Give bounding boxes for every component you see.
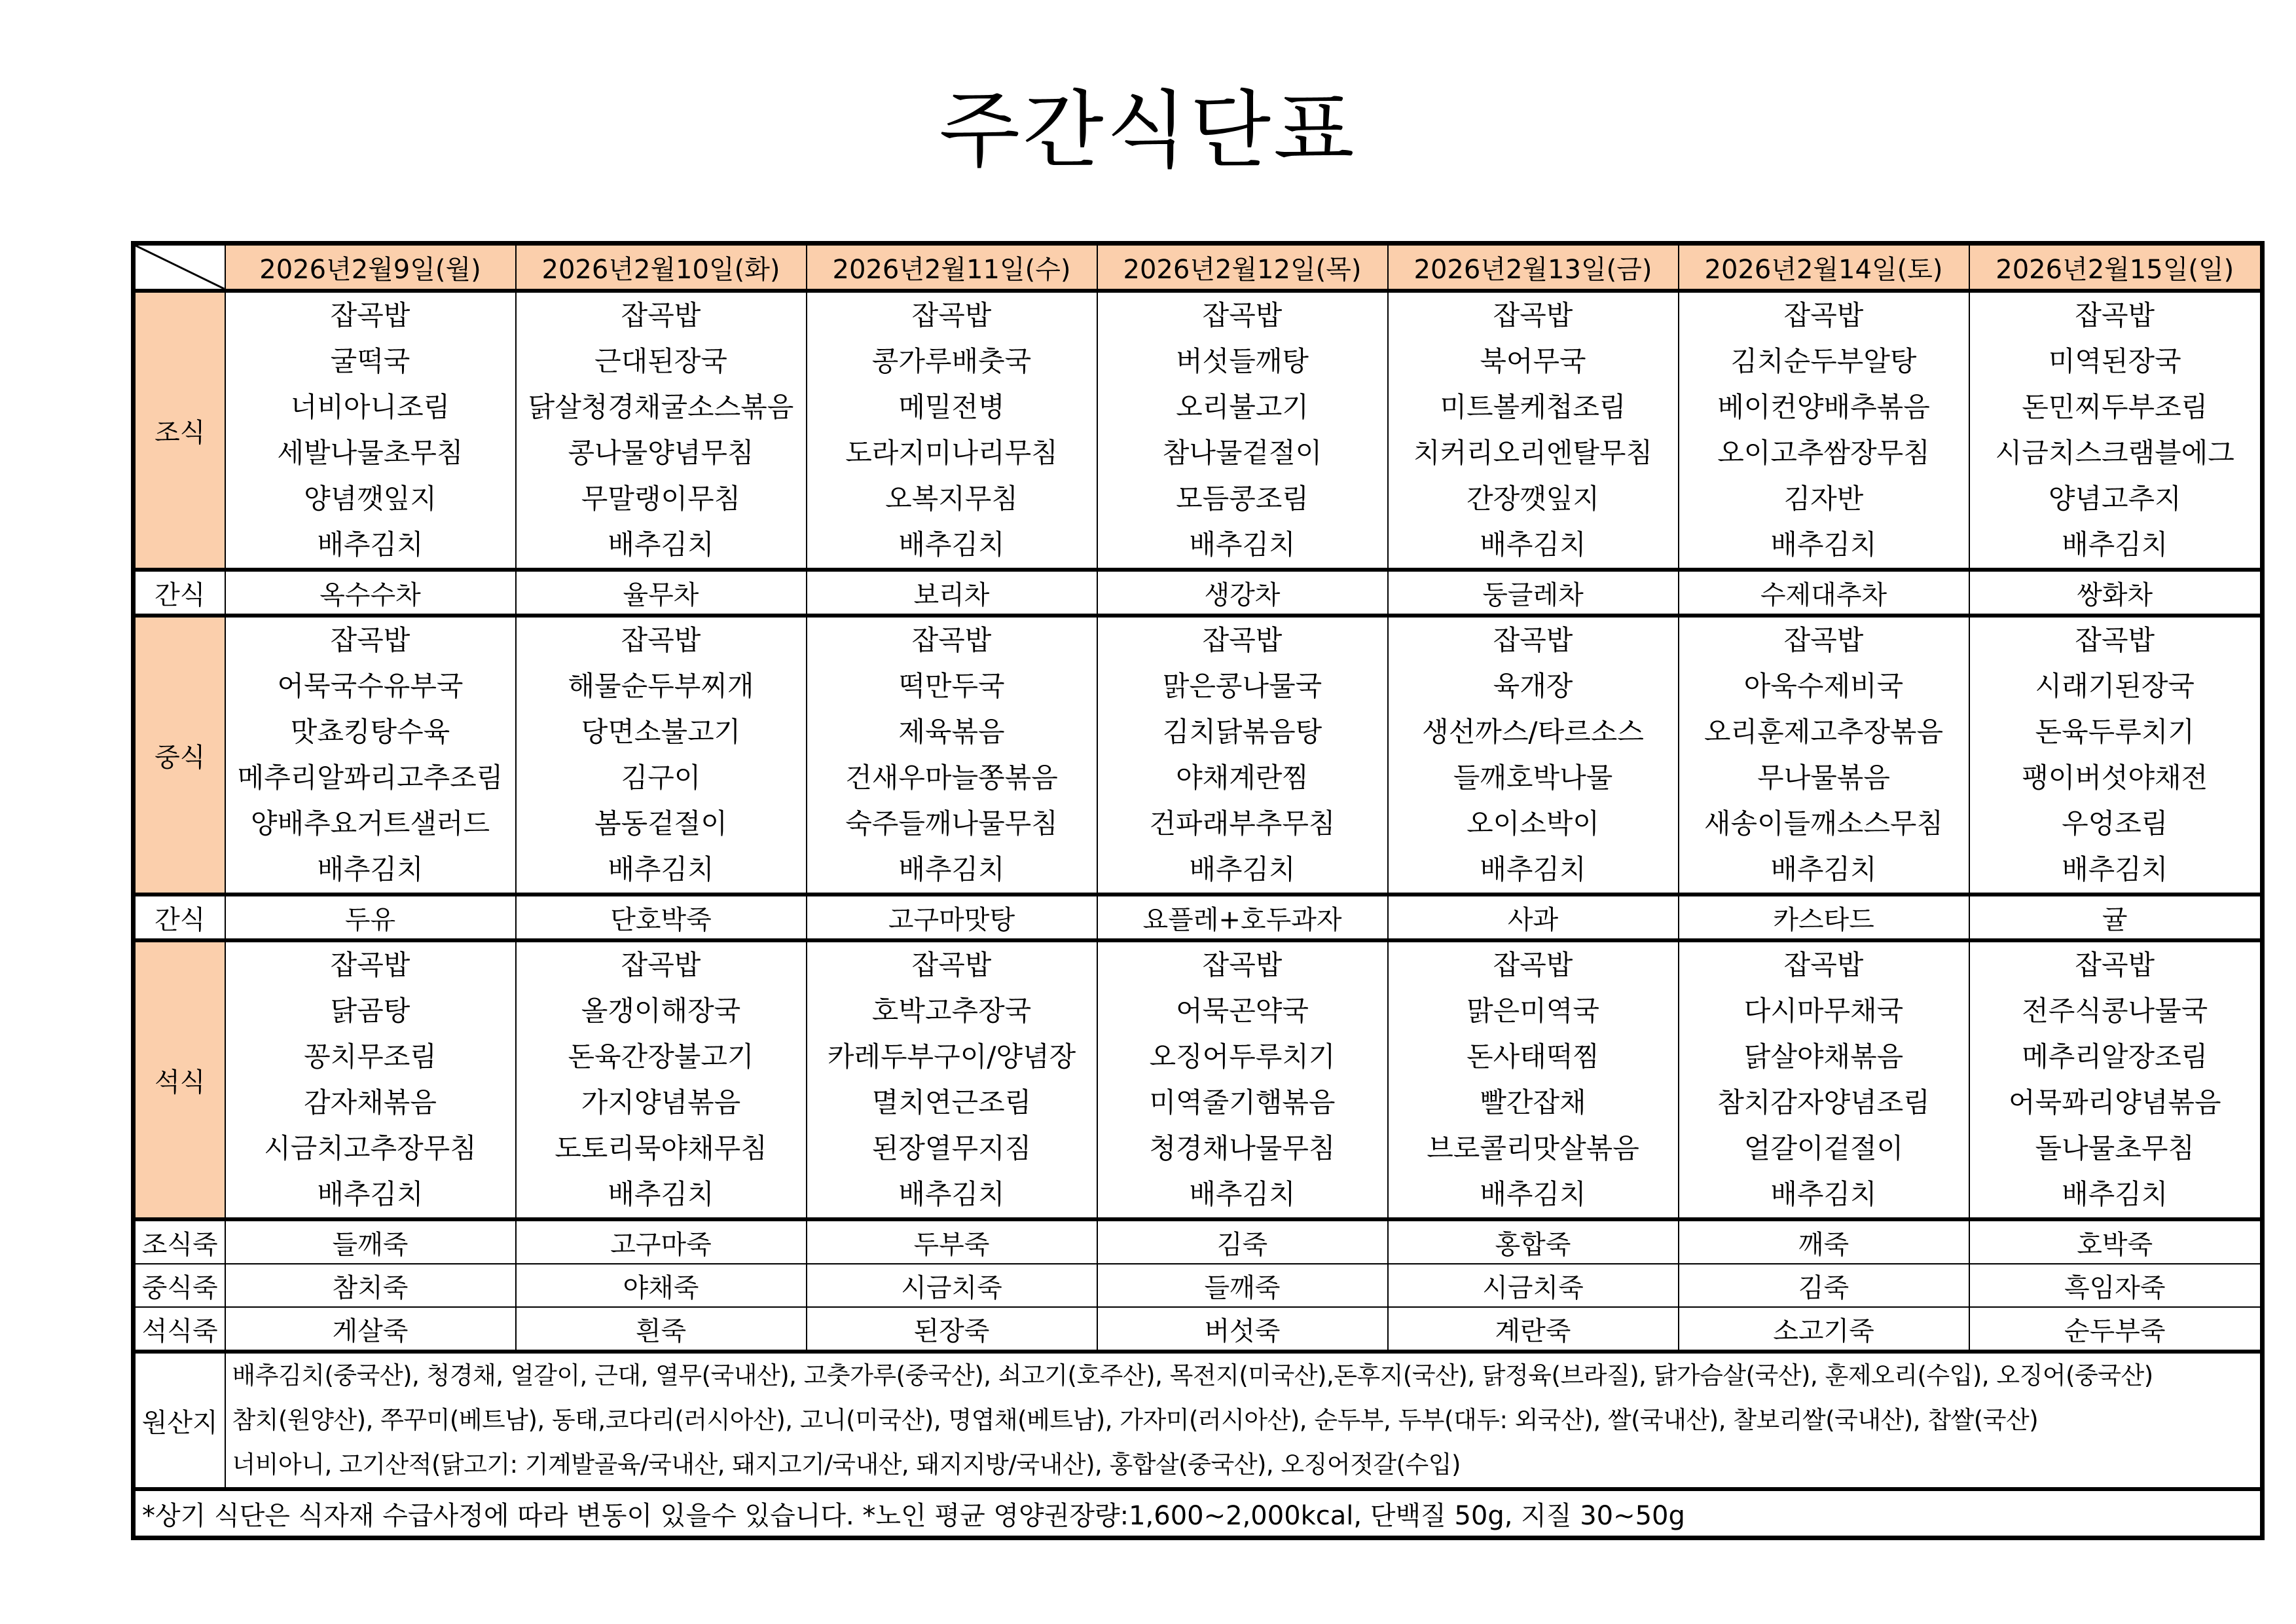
menu-item: 참나물겉절이 [1162, 437, 1322, 469]
breakfast_porridge-cell: 두부죽 [807, 1219, 1097, 1264]
diagonal-line [136, 246, 225, 289]
menu-item: 팽이버섯야채전 [2022, 762, 2208, 794]
snack2-cell: 카스타드 [1679, 895, 1969, 940]
origin-line: 배추김치(중국산), 청경채, 얼갈이, 근대, 열무(국내산), 고춧가루(중국산), 쇠고기(호주산), 목전지(미국산),돈후지(국산), 닭정육(브라질), 닭가슴살(국산), 훈제오리(수입), 오징어(중국산) [232, 1361, 2153, 1390]
menu-item: 잡곡밥 [2075, 624, 2155, 656]
menu-item: 잡곡밥 [1493, 299, 1573, 331]
breakfast-label: 조식 [134, 291, 225, 570]
dinner_porridge-cell: 계란죽 [1388, 1307, 1679, 1352]
menu-item: 오이고추쌈장무침 [1717, 437, 1930, 469]
menu-item: 배추김치 [1189, 528, 1296, 561]
menu-item: 돈사태떡찜 [1467, 1041, 1599, 1073]
lunch_porridge-cell: 들깨죽 [1097, 1264, 1388, 1307]
menu-item: 배추김치 [1480, 1178, 1586, 1210]
lunch_porridge-cell: 김죽 [1679, 1264, 1969, 1307]
origin-label: 원산지 [134, 1352, 225, 1489]
snack2-cell: 고구마맛탕 [807, 895, 1097, 940]
menu-item: 봄동겉절이 [594, 807, 727, 840]
page-title: 주간식단표 [939, 82, 1357, 179]
menu-item: 간장깻잎지 [1467, 483, 1599, 515]
menu-item: 돈육간장불고기 [568, 1041, 754, 1073]
dinner_porridge-cell: 게살죽 [225, 1307, 516, 1352]
header-row [134, 244, 2263, 291]
menu-item: 미역줄기햄볶음 [1149, 1086, 1336, 1118]
menu-item: 카레두부구이/양념장 [827, 1041, 1076, 1073]
dinner-cell [1388, 940, 1679, 1219]
menu-item: 배추김치 [317, 528, 424, 561]
menu-item: 잡곡밥 [621, 299, 701, 331]
menu-item: 북어무국 [1480, 345, 1586, 377]
menu-item: 멸치연근조림 [871, 1086, 1032, 1118]
breakfast-cell [516, 291, 807, 570]
menu-item: 건새우마늘쫑볶음 [845, 762, 1058, 794]
lunch-cell [1388, 616, 1679, 895]
menu-item: 미역된장국 [2048, 345, 2181, 377]
snack2-cell: 사과 [1388, 895, 1679, 940]
breakfast-cell [1388, 291, 1679, 570]
menu-item: 건파래부추무침 [1149, 807, 1336, 840]
menu-item: 잡곡밥 [1783, 949, 1864, 981]
menu-item: 잡곡밥 [1493, 624, 1573, 656]
snack2-cell: 요플레+호두과자 [1097, 895, 1388, 940]
menu-item: 양념깻잎지 [304, 483, 437, 515]
breakfast_porridge-row [134, 1219, 2263, 1264]
menu-item: 가지양념볶음 [581, 1086, 741, 1118]
menu-item: 맑은미역국 [1467, 995, 1599, 1027]
menu-item: 잡곡밥 [1202, 624, 1283, 656]
breakfast_porridge-cell: 들깨죽 [225, 1219, 516, 1264]
menu-item: 배추김치 [2062, 528, 2168, 561]
snack1-cell: 둥글레차 [1388, 570, 1679, 616]
breakfast-row [134, 291, 2263, 570]
menu-item: 너비아니조림 [290, 391, 450, 423]
menu-item: 맛쵸킹탕수육 [290, 716, 450, 748]
snack2-cell: 단호박죽 [516, 895, 807, 940]
menu-item: 잡곡밥 [330, 949, 410, 981]
menu-item: 무나물볶음 [1757, 762, 1890, 794]
menu-item: 오복지무침 [885, 483, 1018, 515]
origin-row [134, 1352, 2263, 1489]
breakfast_porridge-cell: 호박죽 [1969, 1219, 2263, 1264]
menu-item: 잡곡밥 [1783, 299, 1864, 331]
menu-item: 배추김치 [608, 1178, 714, 1210]
menu-item: 들깨호박나물 [1453, 762, 1613, 794]
menu-item: 김치닭볶음탕 [1162, 716, 1322, 748]
menu-item: 콩가루배춧국 [871, 345, 1032, 377]
dinner-label: 석식 [134, 940, 225, 1219]
day-header: 2026년2월10일(화) [516, 244, 807, 291]
note-row [134, 1489, 2263, 1538]
day-header: 2026년2월11일(수) [807, 244, 1097, 291]
breakfast-cell [1679, 291, 1969, 570]
day-header: 2026년2월14일(토) [1679, 244, 1969, 291]
menu-item: 새송이들깨소스무침 [1704, 807, 1944, 840]
menu-item: 배추김치 [898, 853, 1005, 885]
snack1-cell: 옥수수차 [225, 570, 516, 616]
menu-item: 모듬콩조림 [1176, 483, 1309, 515]
menu-item: 숙주들깨나물무침 [845, 807, 1058, 840]
menu-item: 브로콜리맛살볶음 [1427, 1132, 1639, 1164]
menu-item: 도토리묵야채무침 [555, 1132, 767, 1164]
lunch-cell [1097, 616, 1388, 895]
lunch_porridge-cell: 야채죽 [516, 1264, 807, 1307]
menu-item: 된장열무지짐 [871, 1132, 1032, 1164]
menu-item: 치커리오리엔탈무침 [1413, 437, 1653, 469]
menu-item: 돈육두루치기 [2035, 716, 2195, 748]
lunch_porridge-row [134, 1264, 2263, 1307]
menu-item: 배추김치 [898, 528, 1005, 561]
menu-item: 세발나물초무침 [277, 437, 464, 469]
lunch_porridge-cell: 참치죽 [225, 1264, 516, 1307]
menu-item: 굴떡국 [330, 345, 410, 377]
menu-item: 배추김치 [1770, 528, 1877, 561]
menu-item: 얼갈이겉절이 [1743, 1132, 1904, 1164]
menu-item: 무말랭이무침 [581, 483, 741, 515]
menu-item: 잡곡밥 [2075, 299, 2155, 331]
menu-item: 배추김치 [2062, 1178, 2168, 1210]
menu-item: 도라지미나리무침 [845, 437, 1058, 469]
snack2-cell: 귤 [1969, 895, 2263, 940]
menu-item: 배추김치 [608, 853, 714, 885]
menu-item: 양념고추지 [2048, 483, 2181, 515]
menu-item: 근대된장국 [594, 345, 727, 377]
lunch-row [134, 616, 2263, 895]
menu-item: 야채계란찜 [1176, 762, 1309, 794]
menu-item: 맑은콩나물국 [1162, 670, 1322, 702]
menu-item: 잡곡밥 [2075, 949, 2155, 981]
note-text: *상기 식단은 식자재 수급사정에 따라 변동이 있을수 있습니다. *노인 평균 영양권장량:1,600~2,000kcal, 단백질 50g, 지질 30~50g [134, 1489, 2263, 1538]
breakfast-cell [807, 291, 1097, 570]
menu-item: 올갱이해장국 [581, 995, 741, 1027]
menu-item: 우엉조림 [2062, 807, 2168, 840]
dinner-cell [1679, 940, 1969, 1219]
menu-item: 오리훈제고추장볶음 [1704, 716, 1944, 748]
menu-item: 생선까스/타르소스 [1422, 716, 1644, 748]
origin-line: 너비아니, 고기산적(닭고기: 기계발골육/국내산, 돼지고기/국내산, 돼지지방/국내산), 홍합살(중국산), 오징어젓갈(수입) [232, 1450, 1461, 1479]
menu-item: 배추김치 [1770, 1178, 1877, 1210]
menu-item: 배추김치 [1480, 528, 1586, 561]
snack1-cell: 보리차 [807, 570, 1097, 616]
snack1-row [134, 570, 2263, 616]
dinner-cell [516, 940, 807, 1219]
snack2-cell: 두유 [225, 895, 516, 940]
breakfast_porridge-cell: 고구마죽 [516, 1219, 807, 1264]
menu-item: 닭살청경채굴소스볶음 [528, 391, 794, 423]
dinner-cell [225, 940, 516, 1219]
menu-item: 아욱수제비국 [1743, 670, 1904, 702]
menu-item: 시금치스크램블에그 [1995, 437, 2234, 469]
lunch-label: 중식 [134, 616, 225, 895]
menu-item: 메추리알꽈리고추조림 [237, 762, 503, 794]
menu-item: 전주식콩나물국 [2022, 995, 2208, 1027]
menu-item: 콩나물양념무침 [568, 437, 754, 469]
dinner-cell [1097, 940, 1388, 1219]
lunch_porridge-cell: 시금치죽 [1388, 1264, 1679, 1307]
dinner_porridge-cell: 된장죽 [807, 1307, 1097, 1352]
menu-item: 잡곡밥 [911, 299, 992, 331]
menu-item: 김구이 [621, 762, 701, 794]
menu-item: 육개장 [1493, 670, 1573, 702]
menu-item: 김자반 [1783, 483, 1864, 515]
menu-item: 오리불고기 [1176, 391, 1309, 423]
menu-item: 오이소박이 [1467, 807, 1599, 840]
dinner-cell [807, 940, 1097, 1219]
snack2-row [134, 895, 2263, 940]
menu-item: 청경채나물무침 [1149, 1132, 1336, 1164]
lunch-cell [807, 616, 1097, 895]
snack1-cell: 수제대추차 [1679, 570, 1969, 616]
menu-item: 배추김치 [317, 1178, 424, 1210]
snack2-label: 간식 [134, 895, 225, 940]
menu-item: 오징어두루치기 [1149, 1041, 1336, 1073]
snack1-cell: 쌍화차 [1969, 570, 2263, 616]
lunch_porridge-label: 중식죽 [134, 1264, 225, 1307]
menu-item: 닭살야채볶음 [1743, 1041, 1904, 1073]
menu-item: 메밀전병 [898, 391, 1005, 423]
lunch-cell [1679, 616, 1969, 895]
snack1-cell: 율무차 [516, 570, 807, 616]
menu-body [134, 244, 2263, 1538]
menu-item: 닭곰탕 [330, 995, 410, 1027]
dinner-row [134, 940, 2263, 1219]
menu-item: 당면소불고기 [581, 716, 741, 748]
breakfast-cell [1097, 291, 1388, 570]
menu-item: 배추김치 [317, 853, 424, 885]
dinner_porridge-row [134, 1307, 2263, 1352]
breakfast_porridge-label: 조식죽 [134, 1219, 225, 1264]
menu-item: 베이컨양배추볶음 [1717, 391, 1930, 423]
origin-line: 참치(원양산), 쭈꾸미(베트남), 동태,코다리(러시아산), 고니(미국산), 명엽채(베트남), 가자미(러시아산), 순두부, 두부(대두: 외국산), 쌀(국내산), 찰보리쌀(국내산), 찹쌀(국산) [232, 1406, 2039, 1434]
menu-item: 잡곡밥 [330, 624, 410, 656]
day-header: 2026년2월12일(목) [1097, 244, 1388, 291]
menu-item: 배추김치 [2062, 853, 2168, 885]
menu-item: 양배추요거트샐러드 [250, 807, 490, 840]
menu-item: 어묵꽈리양념볶음 [2008, 1086, 2221, 1118]
menu-item: 감자채볶음 [304, 1086, 437, 1118]
menu-item: 시금치고추장무침 [264, 1132, 477, 1164]
menu-item: 호박고추장국 [871, 995, 1032, 1027]
menu-item: 다시마무채국 [1743, 995, 1904, 1027]
lunch-cell [516, 616, 807, 895]
menu-item: 꽁치무조림 [304, 1041, 437, 1073]
menu-item: 빨간잡채 [1480, 1086, 1586, 1118]
menu-item: 미트볼케첩조림 [1440, 391, 1626, 423]
menu-item: 배추김치 [608, 528, 714, 561]
menu-item: 배추김치 [1189, 1178, 1296, 1210]
menu-item: 김치순두부알탕 [1730, 345, 1917, 377]
menu-item: 잡곡밥 [1202, 299, 1283, 331]
menu-item: 배추김치 [898, 1178, 1005, 1210]
breakfast-cell [1969, 291, 2263, 570]
menu-item: 잡곡밥 [911, 949, 992, 981]
day-header: 2026년2월13일(금) [1388, 244, 1679, 291]
lunch_porridge-cell: 시금치죽 [807, 1264, 1097, 1307]
dinner_porridge-label: 석식죽 [134, 1307, 225, 1352]
menu-item: 잡곡밥 [1202, 949, 1283, 981]
lunch-cell [1969, 616, 2263, 895]
menu-item: 배추김치 [1770, 853, 1877, 885]
menu-item: 잡곡밥 [1783, 624, 1864, 656]
menu-item: 배추김치 [1189, 853, 1296, 885]
menu-item: 돌나물초무침 [2035, 1132, 2195, 1164]
menu-item: 잡곡밥 [330, 299, 410, 331]
breakfast_porridge-cell: 홍합죽 [1388, 1219, 1679, 1264]
breakfast-cell [225, 291, 516, 570]
snack1-cell: 생강차 [1097, 570, 1388, 616]
day-header: 2026년2월15일(일) [1969, 244, 2263, 291]
day-header: 2026년2월9일(월) [225, 244, 516, 291]
menu-item: 메추리알장조림 [2022, 1041, 2208, 1073]
breakfast_porridge-cell: 김죽 [1097, 1219, 1388, 1264]
menu-item: 어묵곤약국 [1176, 995, 1309, 1027]
weekly-menu-table [131, 241, 2265, 1540]
menu-item: 잡곡밥 [621, 624, 701, 656]
menu-item: 떡만두국 [898, 670, 1005, 702]
dinner_porridge-cell: 순두부죽 [1969, 1307, 2263, 1352]
menu-item: 잡곡밥 [621, 949, 701, 981]
menu-item: 해물순두부찌개 [568, 670, 754, 702]
breakfast_porridge-cell: 깨죽 [1679, 1219, 1969, 1264]
dinner_porridge-cell: 흰죽 [516, 1307, 807, 1352]
menu-item: 잡곡밥 [911, 624, 992, 656]
lunch-cell [225, 616, 516, 895]
menu-item: 시래기된장국 [2035, 670, 2195, 702]
menu-item: 버섯들깨탕 [1176, 345, 1309, 377]
dinner_porridge-cell: 버섯죽 [1097, 1307, 1388, 1352]
menu-item: 어묵국수유부국 [277, 670, 464, 702]
snack1-label: 간식 [134, 570, 225, 616]
dinner-cell [1969, 940, 2263, 1219]
menu-item: 참치감자양념조림 [1717, 1086, 1930, 1118]
menu-item: 제육볶음 [898, 716, 1005, 748]
dinner_porridge-cell: 소고기죽 [1679, 1307, 1969, 1352]
menu-item: 배추김치 [1480, 853, 1586, 885]
menu-item: 돈민찌두부조림 [2022, 391, 2208, 423]
origin-cell [225, 1352, 2263, 1489]
lunch_porridge-cell: 흑임자죽 [1969, 1264, 2263, 1307]
menu-item: 잡곡밥 [1493, 949, 1573, 981]
corner-cell [134, 244, 225, 291]
